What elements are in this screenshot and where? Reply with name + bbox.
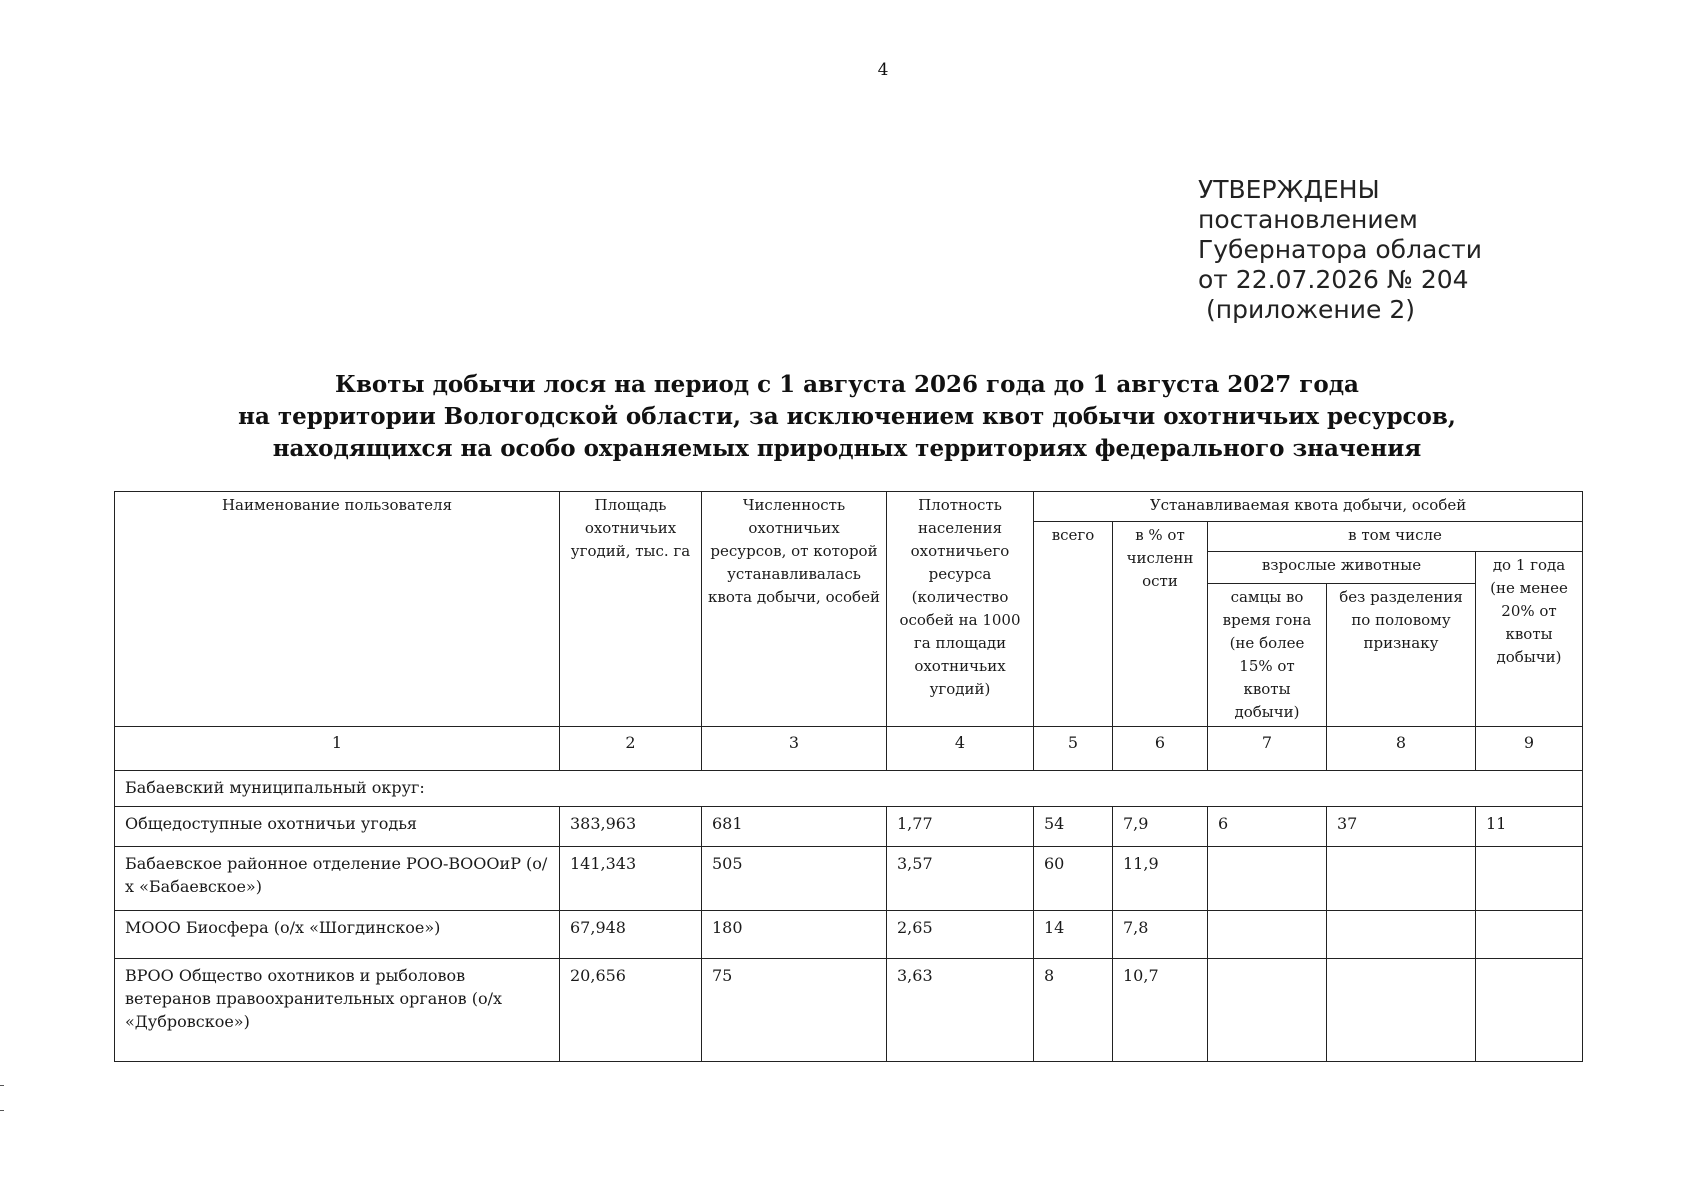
column-number: 3: [702, 727, 887, 771]
cell-population: 505: [702, 847, 887, 911]
header-density: Плотность населения охотничьего ресурса (количество особей на 1000 га площади охотничьих угодий): [887, 492, 1034, 727]
approval-line: постановлением: [1198, 205, 1418, 234]
header-user-name: Наименование пользователя: [115, 492, 560, 727]
section-label: Бабаевский муниципальный округ:: [115, 771, 1583, 807]
cell-total: 60: [1034, 847, 1113, 911]
title-line: на территории Вологодской области, за исключением квот добычи охотничьих ресурсов,: [238, 403, 1456, 430]
cell-under-one-year: 11: [1476, 807, 1583, 847]
cell-population: 681: [702, 807, 887, 847]
column-numbers-row: [115, 727, 1583, 771]
approval-date-number: от 22.07.2026 № 204: [1198, 265, 1469, 294]
cell-density: 1,77: [887, 807, 1034, 847]
cell-density: 3,63: [887, 959, 1034, 1062]
cell-user-name: МООО Биосфера (о/х «Шогдинское»): [115, 911, 560, 959]
header-no-sex-division: без разделения по половому признаку: [1327, 584, 1476, 727]
quota-table: [114, 491, 1583, 1062]
table-row: [115, 807, 1583, 847]
cell-no-sex-division: [1327, 911, 1476, 959]
cell-percent: 7,8: [1113, 911, 1208, 959]
column-number: 5: [1034, 727, 1113, 771]
column-number: 9: [1476, 727, 1583, 771]
cell-density: 3,57: [887, 847, 1034, 911]
header-quota-group: Устанавливаемая квота добычи, особей: [1034, 492, 1583, 522]
cell-total: 54: [1034, 807, 1113, 847]
cell-percent: 10,7: [1113, 959, 1208, 1062]
cell-population: 180: [702, 911, 887, 959]
table-row: [115, 911, 1583, 959]
cell-males-rut: [1208, 959, 1327, 1062]
section-row: [115, 771, 1583, 807]
page-number: 4: [877, 60, 889, 80]
header-adults: взрослые животные: [1208, 552, 1476, 584]
cell-males-rut: [1208, 847, 1327, 911]
cell-males-rut: 6: [1208, 807, 1327, 847]
column-number: 6: [1113, 727, 1208, 771]
cell-population: 75: [702, 959, 887, 1062]
header-including: в том числе: [1208, 522, 1583, 552]
cell-no-sex-division: 37: [1327, 807, 1476, 847]
cell-total: 8: [1034, 959, 1113, 1062]
column-number: 1: [115, 727, 560, 771]
cell-user-name: Бабаевское районное отделение РОО-ВОООиР (о/х «Бабаевское»): [115, 847, 560, 911]
title-line: Квоты добычи лося на период с 1 августа 2026 года до 1 августа 2027 года: [335, 371, 1359, 398]
scan-edge-mark: [0, 1085, 4, 1086]
cell-percent: 7,9: [1113, 807, 1208, 847]
table-row: [115, 959, 1583, 1062]
header-males-rut: самцы во время гона (не более 15% от квоты добычи): [1208, 584, 1327, 727]
column-number: 4: [887, 727, 1034, 771]
approval-line: Губернатора области: [1198, 235, 1482, 264]
cell-no-sex-division: [1327, 959, 1476, 1062]
header-area: Площадь охотничьих угодий, тыс. га: [560, 492, 702, 727]
table-row: [115, 847, 1583, 911]
cell-area: 383,963: [560, 807, 702, 847]
document-title: [114, 369, 1580, 465]
cell-area: 20,656: [560, 959, 702, 1062]
approval-stamp: [1198, 175, 1482, 325]
header-under-one-year: до 1 года (не менее 20% от квоты добычи): [1476, 552, 1583, 727]
column-number: 7: [1208, 727, 1327, 771]
cell-area: 67,948: [560, 911, 702, 959]
cell-under-one-year: [1476, 847, 1583, 911]
cell-males-rut: [1208, 911, 1327, 959]
cell-user-name: Общедоступные охотничьи угодья: [115, 807, 560, 847]
header-population: Численность охотничьих ресурсов, от которой устанавливалась квота добычи, особей: [702, 492, 887, 727]
cell-under-one-year: [1476, 911, 1583, 959]
cell-area: 141,343: [560, 847, 702, 911]
title-line: находящихся на особо охраняемых природных территориях федерального значения: [272, 435, 1422, 462]
cell-user-name: ВРОО Общество охотников и рыболовов ветеранов правоохранительных органов (о/х «Дубровское»): [115, 959, 560, 1062]
column-number: 8: [1327, 727, 1476, 771]
approval-heading: УТВЕРЖДЕНЫ: [1198, 175, 1380, 204]
cell-no-sex-division: [1327, 847, 1476, 911]
cell-percent: 11,9: [1113, 847, 1208, 911]
column-number: 2: [560, 727, 702, 771]
header-total: всего: [1034, 522, 1113, 727]
cell-under-one-year: [1476, 959, 1583, 1062]
cell-density: 2,65: [887, 911, 1034, 959]
scan-edge-mark: [0, 1110, 4, 1111]
header-percent: в % от численн ости: [1113, 522, 1208, 727]
cell-total: 14: [1034, 911, 1113, 959]
approval-appendix: (приложение 2): [1206, 295, 1415, 324]
